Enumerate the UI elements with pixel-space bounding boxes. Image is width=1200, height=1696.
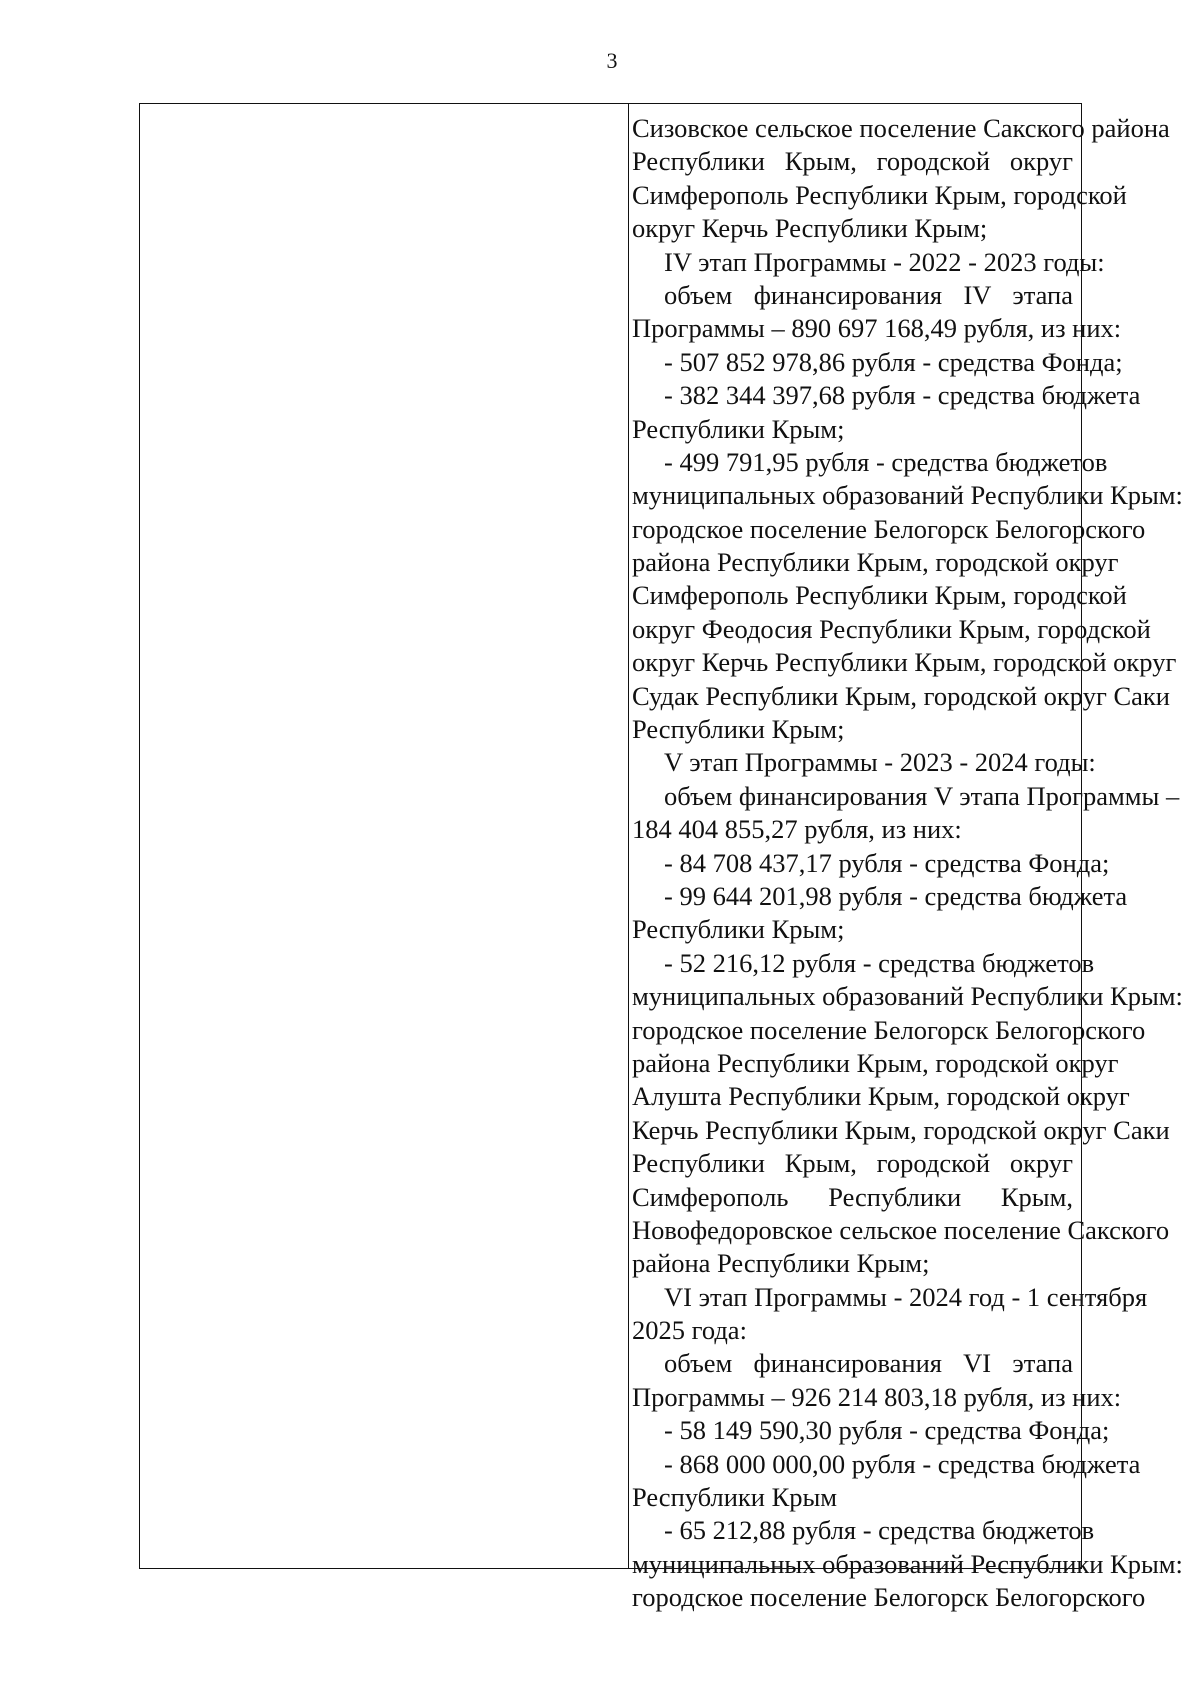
- text-line: IV этап Программы - 2022 - 2023 годы:: [664, 246, 1105, 277]
- text-line: 2025 года:: [632, 1315, 747, 1346]
- text-line: - 84 708 437,17 рубля - средства Фонда;: [664, 847, 1110, 878]
- text-line: - 499 791,95 рубля - средства бюджетов: [664, 446, 1108, 477]
- text-line: округ Феодосия Республики Крым, городской: [632, 613, 1151, 644]
- text-line: муниципальных образований Республики Крым:: [632, 480, 1183, 511]
- text-line: округ Керчь Республики Крым, городской округ: [632, 647, 1177, 678]
- text-line: Новофедоровское сельское поселение Сакского: [632, 1214, 1170, 1245]
- text-line: района Республики Крым, городской округ: [632, 1047, 1119, 1078]
- text-line: Судак Республики Крым, городской округ Саки: [632, 680, 1170, 711]
- text-line: Республики Крым;: [632, 413, 845, 444]
- text-line: Республики Крым;: [632, 914, 845, 945]
- text-line: Республики Крым: [632, 1482, 838, 1513]
- table-cell-left: [140, 104, 628, 1568]
- text-line: района Республики Крым, городской округ: [632, 547, 1119, 578]
- text-line: VI этап Программы - 2024 год - 1 сентября: [664, 1281, 1148, 1312]
- text-line: муниципальных образований Республики Крым:: [632, 981, 1183, 1012]
- text-line: V этап Программы - 2023 - 2024 годы:: [664, 747, 1096, 778]
- text-line: 184 404 855,27 рубля, из них:: [632, 814, 962, 845]
- column-divider: [628, 104, 629, 1568]
- text-line: - 507 852 978,86 рубля - средства Фонда;: [664, 346, 1123, 377]
- text-line: Республики Крым, городской округ: [632, 1148, 1073, 1179]
- text-line: Программы – 926 214 803,18 рубля, из них:: [632, 1381, 1122, 1412]
- text-line: Симферополь Республики Крым,: [632, 1181, 1073, 1212]
- text-line: района Республики Крым;: [632, 1248, 930, 1279]
- text-line: Сизовское сельское поселение Сакского района: [632, 113, 1170, 143]
- text-line: - 868 000 000,00 рубля - средства бюджета: [664, 1448, 1141, 1479]
- text-line: Симферополь Республики Крым, городской: [632, 580, 1127, 611]
- text-line: - 382 344 397,68 рубля - средства бюджета: [664, 380, 1141, 411]
- table-cell-right: [632, 112, 1183, 1615]
- text-line: округ Керчь Республики Крым;: [632, 213, 988, 244]
- text-line: Программы – 890 697 168,49 рубля, из них:: [632, 313, 1122, 344]
- text-line: городское поселение Белогорск Белогорского: [632, 1014, 1146, 1045]
- text-line: Симферополь Республики Крым, городской: [632, 179, 1127, 210]
- text-line: объем финансирования VI этапа: [664, 1348, 1073, 1379]
- text-line: Республики Крым, городской округ: [632, 146, 1073, 177]
- text-line: Республики Крым;: [632, 714, 845, 745]
- text-line: муниципальных образований Республики Крым:: [632, 1548, 1183, 1579]
- text-line: Керчь Республики Крым, городской округ Саки: [632, 1114, 1170, 1145]
- text-line: городское поселение Белогорск Белогорского: [632, 513, 1146, 544]
- page-number: 3: [606, 48, 618, 73]
- document-table: [139, 103, 1183, 1613]
- text-line: объем финансирования V этапа Программы –: [664, 780, 1180, 811]
- text-line: объем финансирования IV этапа: [664, 279, 1073, 310]
- text-line: - 52 216,12 рубля - средства бюджетов: [664, 947, 1095, 978]
- text-line: городское поселение Белогорск Белогорского: [632, 1582, 1146, 1613]
- text-line: Алушта Республики Крым, городской округ: [632, 1081, 1130, 1112]
- text-line: - 99 644 201,98 рубля - средства бюджета: [664, 880, 1128, 911]
- text-line: - 65 212,88 рубля - средства бюджетов: [664, 1515, 1095, 1546]
- text-line: - 58 149 590,30 рубля - средства Фонда;: [664, 1415, 1110, 1446]
